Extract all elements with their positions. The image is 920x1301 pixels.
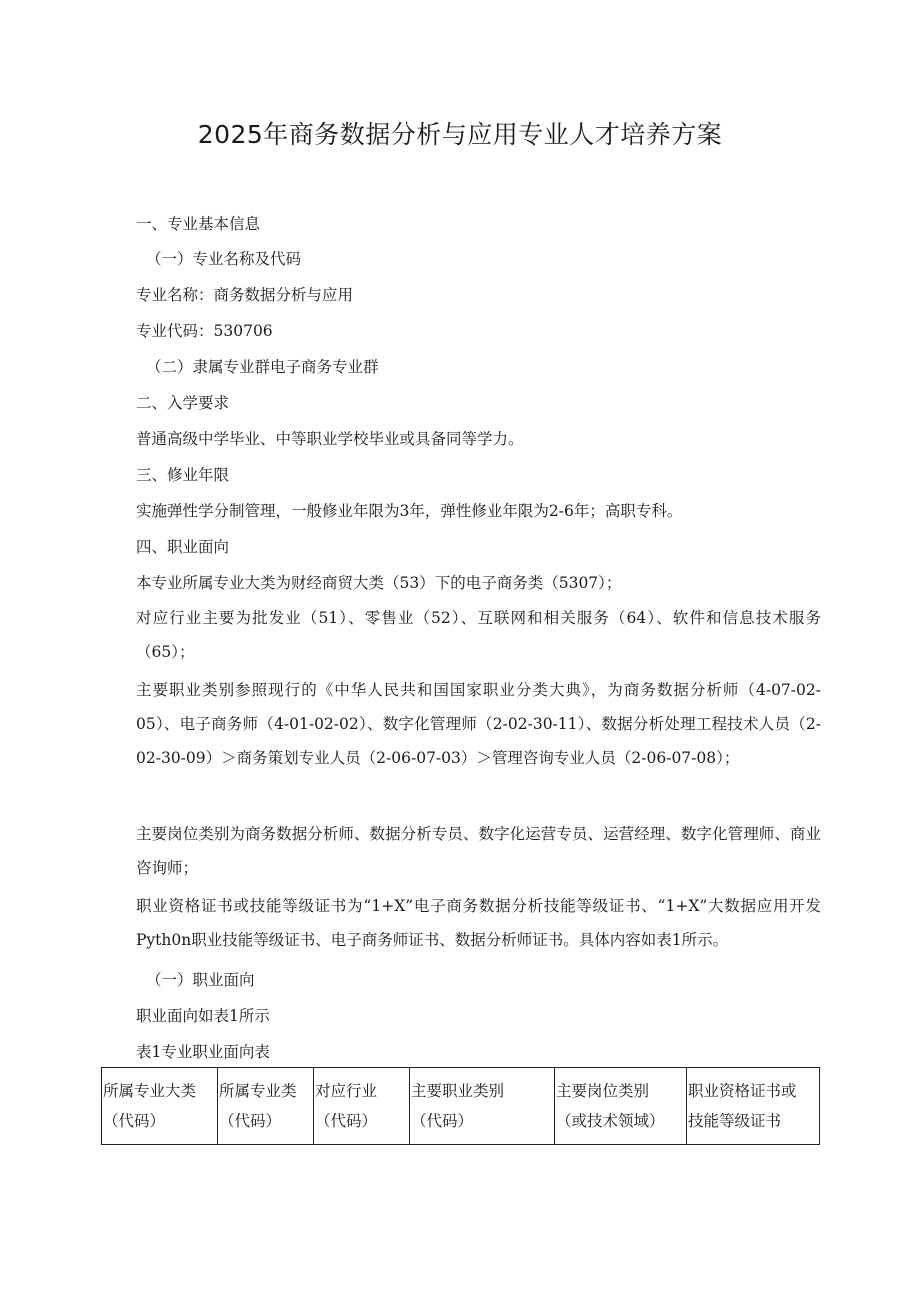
section-heading-duration: 三、修业年限 [136, 466, 230, 484]
major-name: 专业名称：商务数据分析与应用 [136, 286, 354, 304]
table-header-cell: 主要职业类别 （代码） [410, 1068, 555, 1145]
table-header-cell: 主要岗位类别 （或技术领域） [555, 1068, 687, 1145]
subsection-career-orientation: （一）职业面向 [146, 971, 255, 989]
career-paragraph-positions: 主要岗位类别为商务数据分析师、数据分析专员、数字化运营专员、运营经理、数字化管理师、商业咨询师； [136, 825, 821, 877]
duration-text: 实施弹性学分制管理，一般修业年限为3年，弹性修业年限为2-6年；高职专科。 [136, 502, 683, 520]
section-heading-career: 四、职业面向 [136, 538, 230, 556]
admission-requirement-text: 普通高级中学毕业、中等职业学校毕业或具备同等学力。 [136, 430, 524, 448]
table-caption: 表1专业职业面向表 [136, 1043, 270, 1061]
table-header-cell: 职业资格证书或 技能等级证书 [687, 1068, 820, 1145]
table-header-cell: 对应行业 （代码） [314, 1068, 410, 1145]
career-orientation-table [101, 1067, 820, 1145]
document-title: 2025年商务数据分析与应用专业人才培养方案 [197, 120, 723, 149]
major-code: 专业代码：530706 [136, 322, 273, 340]
table-header-row [102, 1068, 820, 1145]
career-paragraph-industry: 对应行业主要为批发业（51）、零售业（52）、互联网和相关服务（64）、软件和信息技术服务（65）； [136, 609, 821, 661]
table-header-cell: 所属专业类 （代码） [218, 1068, 314, 1145]
section-heading-admission: 二、入学要求 [136, 394, 230, 412]
section-heading-basic-info: 一、专业基本信息 [136, 215, 261, 233]
career-paragraph-certificates: 职业资格证书或技能等级证书为“1+X”电子商务数据分析技能等级证书、“1+X”大数据应用开发Pyth0n职业技能等级证书、电子商务师证书、数据分析师证书。具体内容如表1所示。 [136, 897, 821, 949]
career-paragraph-occupations: 主要职业类别参照现行的《中华人民共和国国家职业分类大典》，为商务数据分析师（4-07-02-05）、电子商务师（4-01-02-02）、数字化管理师（2-02-30-11）、数据分析处理工程技术人员（2-02-30-09）＞商务策划专业人员（2-06-07-03）＞管理咨询专业人员（2-06-07-08）； [136, 681, 821, 767]
career-paragraph-category: 本专业所属专业大类为财经商贸大类（53）下的电子商务类（5307）； [136, 574, 622, 592]
table-header-cell: 所属专业大类 （代码） [102, 1068, 218, 1145]
subsection-name-and-code: （一）专业名称及代码 [146, 250, 302, 268]
subsection-professional-group: （二）隶属专业群电子商务专业群 [146, 358, 379, 376]
career-orientation-text: 职业面向如表1所示 [136, 1007, 270, 1025]
